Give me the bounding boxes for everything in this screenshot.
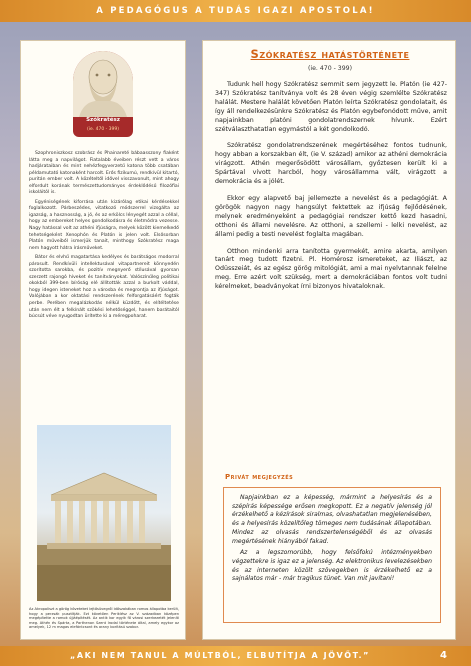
private-notes-box — [223, 487, 441, 623]
socrates-portrait — [73, 51, 133, 137]
left-column — [20, 40, 186, 640]
article-paragraph-3: Ekkor egy alapvető baj jellemezte a nevelést és a pedagógiát. A görögök nagyon nagy hangsúlyt fektettek az ifjúság fejlődésének, melynek eredményeként a pedagógiai rendszer kettő kezd hasadni, otthoni és állami nevelésre. Az otthoni, a szellemi - lelki nevelést, az állami pedig a testi nevelést foglalta magában. — [215, 194, 447, 238]
left-biography — [29, 151, 179, 324]
page-number: 4 — [440, 650, 447, 661]
bio-paragraph-2: Egyéniségének kiforrása után kizárólag etikai kérdésekkel foglalkozott. Párbeszédes, vitatkozó módszerrel vizsgálta az igazság, a hasznosság, a jó, és az erkölcs lényegét azzal a céllal, hogy az embereket helyes gondolkodásra és életmódra vezesse. Nagy hatással volt az athéni ifjúságra, melyek között kiemelkedő tehetségeként Xenophón és Platón is jelen volt. Elsősorban Platón műveiből ismerjük tanait, minthogy Szókratész maga nem hagyott hátra írásműveket. — [29, 199, 179, 251]
portrait-dates: (ie. 470 - 399) — [86, 127, 120, 132]
top-banner — [0, 0, 471, 22]
article-dates: (ie. 470 - 399) — [307, 65, 353, 72]
right-column — [202, 40, 456, 640]
article-title: Szókratész hatástörténete — [250, 47, 410, 61]
note-paragraph-1: Napjainkban ez a képesség, mármint a helyesírás és a szépírás képessége erősen megkopott. Ez a negatív jelenség jól érzékelhető a kézírások siralmas, olvashatatlan megjelenésében, és a helyesírás közelítőleg tömeges nem tudásának állapotában. Mindez az olvasás rendszertelenségéből és az olvasás megértésének hiányából fakad. — [232, 494, 432, 545]
bottom-banner — [0, 646, 471, 666]
socrates-bust-icon — [73, 51, 133, 117]
image-caption: Az Akropoliszt a görög követeket lejtősüvegről időszakában romos állapotba került, hogy a perzsák pusztítják. Ezt követően Periklész az V. században középen megépítette a romok újjáépítését. Az antik kor egyik fő városi szerkezetét jeleníti meg. Athén és Spárta, a Parthenon Szent Irodal története által, amely egykor az amelyek, 12 m magas elefántcsont és arany borítású szobor. — [29, 607, 179, 630]
article-paragraph-1: Tudunk hell hogy Szókratész semmit sem jegyzett le. Platón (ie 427-347) Szókratész tanítványa volt és 28 éven végig szemlélte Szókratész halálát. Mestere halálát követően Platón leírta Szókratész gondolatait, és így áll rendelkezésünkre Szókratész és Platón egybefonódott műve, amit napjainkban platóni gondolatrendszernek hívunk. Ezért szétválaszthatatlan egymástól a két gondolkodó. — [215, 81, 447, 133]
notes-heading: Privát megjegyzés — [225, 473, 294, 481]
article-paragraph-2: Szókratész gondolatrendszerének megértéséhez fontos tudnunk, hogy abban a korszakban élt, (ie V. század) amikor az athéni demokrácia virágzott. Athén megerősödött városállam, győztesen került ki a Spártával vívott harcból, hogy városállamma vált, virágzott a demokrácia és a jólét. — [215, 142, 447, 186]
parthenon-image — [37, 425, 171, 601]
article-paragraph-4: Otthon mindenki arra tanította gyermekét, amire akarta, amilyen tanárt meg tudott fizetni. Pl. Homérosz ismereteket, az Iliászt, az Odüsszeiát, és az egész görög mitológiát, ami a mai nyelvtannak felelne meg. Erre azért volt szükség, mert a demokráciában fontos volt tudni kérelmeket, beadványokat írni bizonyos hivataloknak. — [215, 247, 447, 291]
parthenon-icon — [37, 425, 171, 601]
footer-quote: „AKI NEM TANUL A MÚLTBÓL, ELBUTÍTJA A JÖVŐT.” — [70, 651, 370, 660]
note-paragraph-2: Az a legszomorúbb, hogy felsőfokú intézményekben végzettekre is igaz ez a jelenség. Az elektronikus levelezésekben és az interneten közölt szövegekben is érzékelhető ez a sajnálatos már - már tragikus tünet. Van mit javítani! — [232, 549, 432, 583]
bio-paragraph-1: Szophroniszkosz szobrász és Phainareté bábaasszony fiaként látta meg a napvilágot. Fiatalabb éveiben részt vett a város hadjárataiban és mint nehézfegyverzetű katona több csatában példamutató katonaként harcolt. Erős fizikumú, rendkívül kitartó, puritán ember volt. A közételtől idővel visszavonult, mint ahogy elfordult korának természettudományos érdeklődésű filozófiai iskoláitól is. — [29, 151, 179, 196]
portrait-name: Szókratész — [86, 117, 120, 123]
top-banner-text: A PEDAGÓGUS A TUDÁS IGAZI APOSTOLA! — [96, 6, 375, 16]
article-body — [215, 81, 447, 300]
bio-paragraph-3: Bátor és elvhű magatartása kedélyes és barátságos modorral párosult. Rendkívüli intellektusával vitapartnereit könnyedén szorította sarokba, és pozitív megnyerő stílusával gyorsan szerzett rajongó híveket és tanítványokat. Valószínűleg politikai okokból 399-ben bíróság elé állították azzal a burkolt váddal, hogy idegen isteneket hoz a városba és megrontja az ifjúságot. Valójában a kor oktatási rendszerének felforgatásáért fogták perbe. Perében megalázkodás nélkül küzdött, és elítéltetése után nem élt a felkínált szökési lehetőséggel, hanem barátaitól búcsút véve nyugodtan ürítette ki a méregpoharat. — [29, 255, 179, 320]
